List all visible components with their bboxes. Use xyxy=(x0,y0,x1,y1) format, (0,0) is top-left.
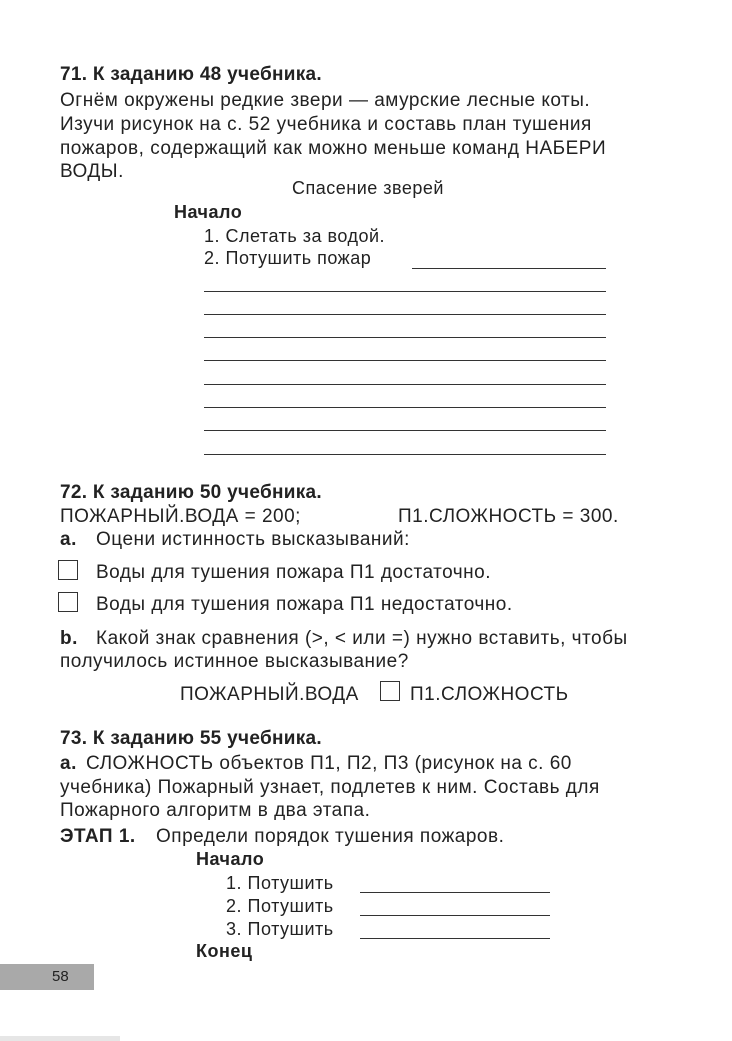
compare-left: ПОЖАРНЫЙ.ВОДА xyxy=(180,684,359,705)
stage-label: ЭТАП 1. xyxy=(60,826,136,847)
task-71-text-line-3: пожаров, содержащий как можно меньше команд НАБЕРИ xyxy=(60,138,607,159)
part-b-text-line-2: получилось истинное высказывание? xyxy=(60,651,409,672)
task-73-title: 73. К заданию 55 учебника. xyxy=(60,728,322,749)
var-p1-slozhnost: П1.СЛОЖНОСТЬ = 300. xyxy=(398,506,619,527)
algo-start: Начало xyxy=(196,849,265,869)
part-a-text: Оцени истинность высказываний: xyxy=(96,529,410,550)
answer-line[interactable] xyxy=(360,915,550,916)
stage-text: Определи порядок тушения пожаров. xyxy=(156,826,505,847)
part-b-text-line-1: Какой знак сравнения (>, < или =) нужно вставить, чтобы xyxy=(96,628,628,649)
task-71-text-line-4: ВОДЫ. xyxy=(60,161,124,182)
answer-line[interactable] xyxy=(360,938,550,939)
answer-line[interactable] xyxy=(204,430,606,431)
checkbox-statement-1[interactable] xyxy=(58,560,78,580)
task-73-text-line-2: учебника) Пожарный узнает, подлетев к ним. Составь для xyxy=(60,777,600,798)
answer-line[interactable] xyxy=(204,384,606,385)
plan-start: Начало xyxy=(174,202,243,222)
var-pozharny-voda: ПОЖАРНЫЙ.ВОДА = 200; xyxy=(60,506,301,527)
task-73-a-label: а. xyxy=(60,753,77,774)
algo-step-2: 2. Потушить xyxy=(226,896,334,916)
algo-step-3: 3. Потушить xyxy=(226,919,334,939)
scan-edge xyxy=(0,1036,120,1041)
task-71-title: 71. К заданию 48 учебника. xyxy=(60,64,322,85)
answer-line[interactable] xyxy=(360,892,550,893)
plan-step-1: 1. Слетать за водой. xyxy=(204,226,386,246)
task-71-text-line-1: Огнём окружены редкие звери — амурские лесные коты. xyxy=(60,90,591,111)
task-71-text-line-2: Изучи рисунок на с. 52 учебника и составь план тушения xyxy=(60,114,592,135)
answer-line[interactable] xyxy=(412,268,606,269)
compare-right: П1.СЛОЖНОСТЬ xyxy=(410,684,569,705)
answer-line[interactable] xyxy=(204,407,606,408)
statement-2: Воды для тушения пожара П1 недостаточно. xyxy=(96,594,513,615)
compare-sign-box[interactable] xyxy=(380,681,400,701)
algo-end: Конец xyxy=(196,941,253,961)
answer-line[interactable] xyxy=(204,454,606,455)
algo-step-1: 1. Потушить xyxy=(226,873,334,893)
task-72-title: 72. К заданию 50 учебника. xyxy=(60,482,322,503)
answer-line[interactable] xyxy=(204,314,606,315)
plan-title: Спасение зверей xyxy=(292,178,444,198)
page-number: 58 xyxy=(52,968,69,985)
task-73-text-line-1: СЛОЖНОСТЬ объектов П1, П2, П3 (рисунок на с. 60 xyxy=(86,753,572,774)
part-b-label: b. xyxy=(60,628,78,649)
task-73-text-line-3: Пожарного алгоритм в два этапа. xyxy=(60,800,371,821)
part-a-label: а. xyxy=(60,529,77,550)
checkbox-statement-2[interactable] xyxy=(58,592,78,612)
statement-1: Воды для тушения пожара П1 достаточно. xyxy=(96,562,491,583)
page-number-tab xyxy=(0,964,94,990)
answer-line[interactable] xyxy=(204,291,606,292)
answer-line[interactable] xyxy=(204,337,606,338)
answer-line[interactable] xyxy=(204,360,606,361)
plan-step-2: 2. Потушить пожар xyxy=(204,248,372,268)
